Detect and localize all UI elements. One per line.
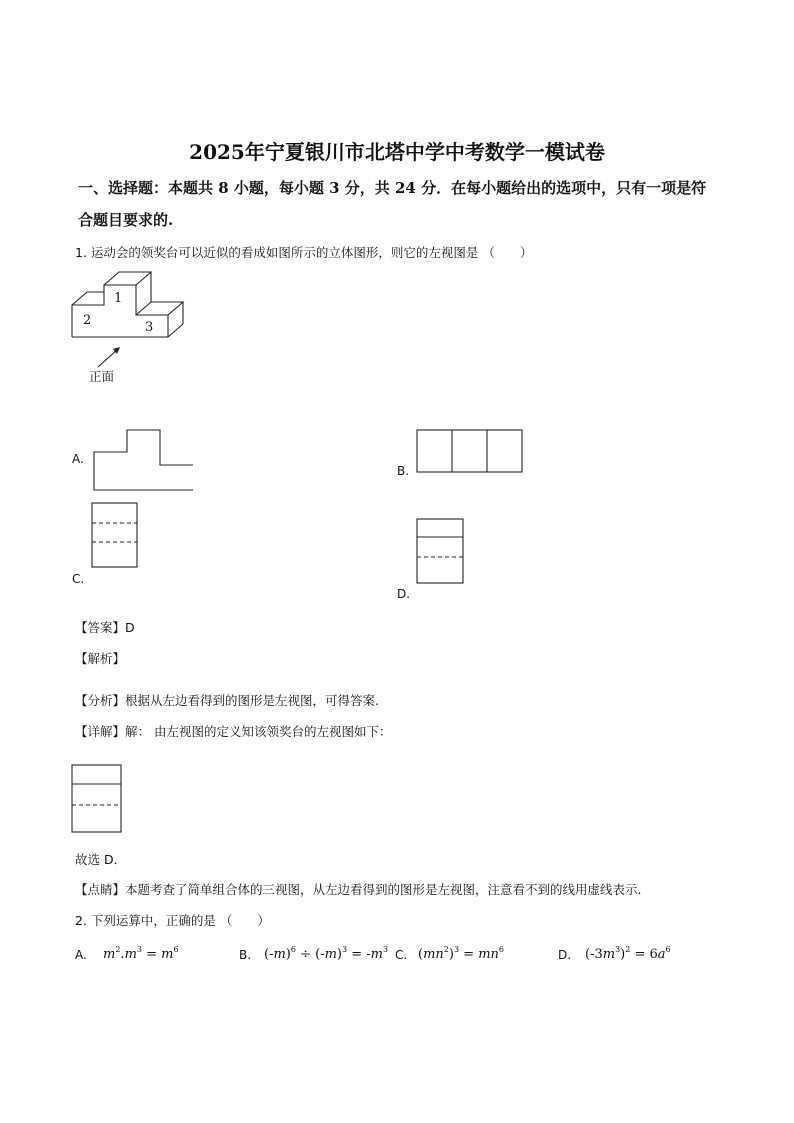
q2-option-c-label: C. bbox=[395, 948, 408, 962]
option-d-figure bbox=[416, 518, 466, 586]
question-2-stem: 2. 下列运算中，正确的是 （ ） bbox=[75, 913, 270, 928]
q2-option-d-expr: $(-3m^3)^2 = 6a^6$ bbox=[585, 945, 671, 962]
option-d-label: D. bbox=[397, 587, 411, 601]
podium-label-3: 3 bbox=[145, 320, 154, 335]
page-title: 2025年宁夏银川市北塔中学中考数学一模试卷 bbox=[189, 140, 605, 164]
podium-label-1: 1 bbox=[114, 291, 123, 306]
xiangjie-text: 【详解】解： 由左视图的定义知该领奖台的左视图如下： bbox=[75, 724, 392, 739]
option-a-figure bbox=[90, 428, 196, 494]
section-heading-line1: 一、选择题：本题共 8 小题，每小题 3 分，共 24 分．在每小题给出的选项中，只有一项是符 bbox=[78, 179, 707, 197]
option-c-figure bbox=[91, 502, 139, 569]
podium-figure bbox=[60, 265, 190, 390]
q2-option-b-expr: $(-m)^6 \div (-m)^3 = -m^3$ bbox=[264, 945, 389, 962]
conclusion-text: 故选 D． bbox=[75, 852, 127, 867]
solution-figure bbox=[71, 764, 123, 834]
option-a-label: A. bbox=[72, 452, 84, 466]
option-b-label: B. bbox=[397, 464, 410, 478]
question-1-stem: 1. 运动会的领奖台可以近似的看成如图所示的立体图形，则它的左视图是 （ ） bbox=[75, 245, 533, 260]
podium-label-2: 2 bbox=[83, 313, 92, 328]
q2-option-b-label: B. bbox=[239, 948, 252, 962]
fenxi-text: 【分析】根据从左边看得到的图形是左视图，可得答案. bbox=[75, 693, 379, 708]
section-heading-line2: 合题目要求的. bbox=[78, 211, 174, 229]
option-b-figure bbox=[416, 429, 524, 473]
dianjing-text: 【点睛】本题考查了简单组合体的三视图，从左边看得到的图形是左视图，注意看不到的线用虚线表示． bbox=[75, 882, 651, 897]
answer-tag: 【答案】D bbox=[75, 620, 135, 635]
analysis-tag: 【解析】 bbox=[75, 651, 126, 666]
q2-option-a-expr: $m^2.m^3 = m^6$ bbox=[103, 945, 179, 962]
q2-option-d-label: D. bbox=[558, 948, 572, 962]
front-label: 正面 bbox=[89, 369, 115, 384]
q2-option-c-expr: $(mn^2)^3 = mn^6$ bbox=[418, 945, 505, 962]
q2-option-a-label: A. bbox=[75, 948, 87, 962]
option-c-label: C. bbox=[72, 572, 85, 586]
